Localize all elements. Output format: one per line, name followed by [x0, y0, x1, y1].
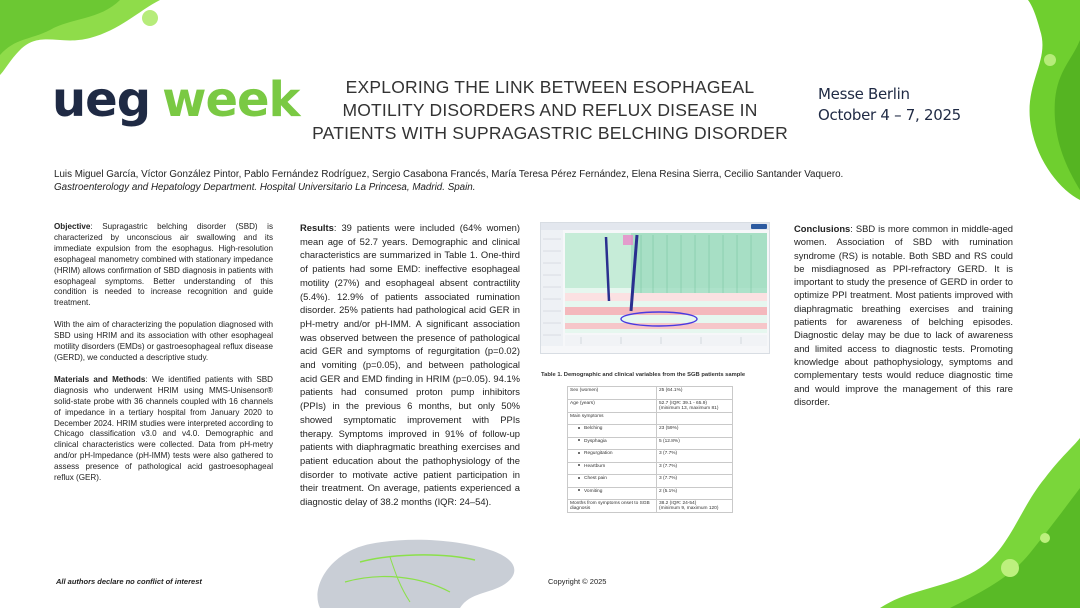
- author-list: Luis Miguel García, Víctor González Pintor, Pablo Fernández Rodríguez, Sergio Casabona Francés, María Teresa Pérez Fernández, Elena Resina Sierra, Cecilio Santander Vaquero.: [54, 169, 844, 180]
- title-line: PATIENTS WITH SUPRAGASTRIC BELCHING DISORDER: [312, 123, 788, 143]
- decorative-plant-top-left: [0, 0, 190, 80]
- table-row: [568, 462, 733, 475]
- table-cell-label-text: Belching: [584, 426, 603, 431]
- results-label: Results: [300, 222, 334, 233]
- conclusions-text: : SBD is more common in middle-aged women. Association of SBD with rumination syndrome (RS) is notable. Both SBD and RS could be misdiagnosed as PPI-refractory GERD. It is important to study the presence of GERD in order to optimize PPI treatment. Most patients improved with diaphragmatic breathing exercises and training patients for awareness of belching episodes. Diagnostic delay may be due to lack of awareness and limited access to diagnostic tests. Promoting knowledge about pathophysiology, symptoms and complementary tests would reduce diagnostic time and would improve the management of this rare disorder.: [794, 223, 1013, 407]
- table-cell-label-text: Regurgitation: [584, 451, 613, 456]
- ueg-week-logo: [52, 70, 299, 130]
- event-dates: October 4 – 7, 2025: [818, 106, 961, 124]
- venue-name: Messe Berlin: [818, 85, 910, 103]
- results-paragraph: [300, 221, 520, 509]
- table-cell-label: [568, 399, 657, 412]
- table-cell-value: 23 (59%): [657, 425, 733, 438]
- conclusions-paragraph: [794, 222, 1013, 408]
- table-cell-label-text: Heartburn: [584, 463, 606, 469]
- table-cell-label: [568, 425, 657, 438]
- table-cell-label: [568, 412, 657, 425]
- table-cell-label: [568, 387, 657, 400]
- table-row: [568, 387, 733, 400]
- bullet-icon: [578, 477, 580, 479]
- table-cell-value: 3 (7.7%): [657, 462, 733, 475]
- bullet-icon: [578, 452, 580, 454]
- logo-ueg-text: ueg: [52, 72, 151, 128]
- table-cell-label: [568, 437, 657, 450]
- results-column: [300, 221, 520, 523]
- table-row: [568, 475, 733, 488]
- objective-paragraph: [54, 222, 273, 309]
- table-cell-label: [568, 500, 657, 513]
- bullet-icon: [578, 489, 580, 491]
- left-column: [54, 222, 273, 495]
- conflict-of-interest-note: All authors declare no conflict of interest: [56, 577, 202, 586]
- table-cell-label-text: Main symptoms: [570, 413, 604, 419]
- table-cell-value: 2 (5.1%): [657, 487, 733, 500]
- manometry-figure: [540, 222, 770, 354]
- title-line: MOTILITY DISORDERS AND REFLUX DISEASE IN: [342, 100, 758, 120]
- table-cell-label: [568, 475, 657, 488]
- conclusions-column: [794, 222, 1013, 422]
- methods-label: Materials and Methods: [54, 374, 146, 384]
- bullet-icon: [578, 427, 580, 429]
- stomach-illustration: [300, 532, 530, 608]
- table-cell-value: 38.2 (IQR: 24-54) (minimum 9, maximum 120): [657, 500, 733, 513]
- title-line: EXPLORING THE LINK BETWEEN ESOPHAGEAL: [345, 77, 755, 97]
- table-cell-value: 3 (7.7%): [657, 475, 733, 488]
- table-cell-value: 52.7 (IQR: 39.1 - 65.9) (minimum 13, maximum 81): [657, 399, 733, 412]
- manometry-plot-image: [541, 223, 769, 353]
- table-row: [568, 437, 733, 450]
- objective-label: Objective: [54, 222, 91, 231]
- table-row: [568, 487, 733, 500]
- demographics-table: [567, 386, 733, 513]
- table-cell-label: [568, 487, 657, 500]
- table-cell-label: [568, 462, 657, 475]
- table-cell-label-text: Vomiting: [584, 488, 603, 494]
- table-cell-label-text: Sex (women): [570, 388, 599, 393]
- table-cell-label: [568, 450, 657, 463]
- aim-paragraph: With the aim of characterizing the population diagnosed with SBD using HRIM and its association with other esophageal motility disorders (EMDs) or gastroesophageal reflux disease (GERD), we conducted a descriptive study.: [54, 320, 273, 362]
- table-cell-label-text: Age (years): [570, 400, 595, 406]
- results-text: : 39 patients were included (64% women) mean age of 52.7 years. Demographic and clinical characteristics are summarized in Table 1. One-third of patients had some EMD: ineffective esophageal motility (27%) and esophageal absent contractility (5.4%). 12.9% of patients associated rumination disorder. 25% patients had pathological acid GER in pH-metry and/or pH-IMM. A significant association was observed between the presence of pathological acid GER and symptoms of regurgitation (p=0.02) and vomiting (p=0.05), and between pathological acid GER and EMD finding in HRIM (p=0.05). 94.1% patients had consumed proton pump inhibitors (PPIs) in the previous 6 months, but only 50% showed symptomatic improvement with PPIs therapy. Symptoms improved in 91% of follow-up patients with diaphragmatic breathing exercises and patient education about the pathophysiology of the disorder to motivate active patient participation in their treatment. On average, patients experienced a diagnostic delay of 38.2 months (IQR: 24–54).: [300, 222, 520, 508]
- table-cell-value: 3 (7.7%): [657, 450, 733, 463]
- poster-title: [300, 76, 800, 145]
- table-row: [568, 450, 733, 463]
- decorative-plant-bottom-right: [840, 418, 1080, 608]
- table-cell-label-text: Months from symptoms onset to SGB diagnosis: [570, 501, 650, 511]
- bullet-icon: [578, 439, 580, 441]
- decorative-plant-top-right: [940, 0, 1080, 200]
- table-row: [568, 425, 733, 438]
- table-cell-label-text: Chest pain: [584, 476, 607, 481]
- methods-text: : We identified patients with SBD diagnosis who underwent HRIM using MMS-Unisensor® solid-state probe with 36 channels coupled with 16 channels of impedance in a tertiary hospital from January 2020 to December 2024. HRIM studies were interpreted according to Chicago classification v3.0 and v4.0. Demographic and clinical characteristics were collected. Data from pH-metry and/or pH-Impedance (pH-IMM) tests were also gathered to assess presence of pathological acid gastroesophageal reflux (GER).: [54, 374, 273, 483]
- affiliation: Gastroenterology and Hepatology Department. Hospital Universitario La Princesa, Madrid. Spain.: [54, 182, 476, 193]
- table-cell-value: 25 (64.1%): [657, 387, 733, 400]
- conclusions-label: Conclusions: [794, 223, 851, 234]
- copyright-notice: Copyright © 2025: [548, 577, 607, 586]
- bullet-icon: [578, 464, 580, 466]
- table-cell-value: 5 (12.8%): [657, 437, 733, 450]
- objective-text: : Supragastric belching disorder (SBD) is characterized by unconscious air swallowing and its immediate expulsion from the esophagus. High-resolution esophageal manometry combined with stationary impedance (HRIM) allows confirmation of SBD diagnosis in patients with esophageal symptoms. Better understanding of this condition is needed to increase recognition and guide treatment.: [54, 222, 273, 308]
- table-cell-value: [657, 412, 733, 425]
- table-row: [568, 500, 733, 513]
- table-row: [568, 399, 733, 412]
- table-caption: Table 1. Demographic and clinical variables from the SGB patients sample: [541, 372, 746, 378]
- table-cell-label-text: Dysphagia: [584, 438, 607, 444]
- logo-week-text: week: [162, 72, 300, 128]
- event-venue-block: [818, 84, 961, 126]
- methods-paragraph: [54, 375, 273, 484]
- table-row: [568, 412, 733, 425]
